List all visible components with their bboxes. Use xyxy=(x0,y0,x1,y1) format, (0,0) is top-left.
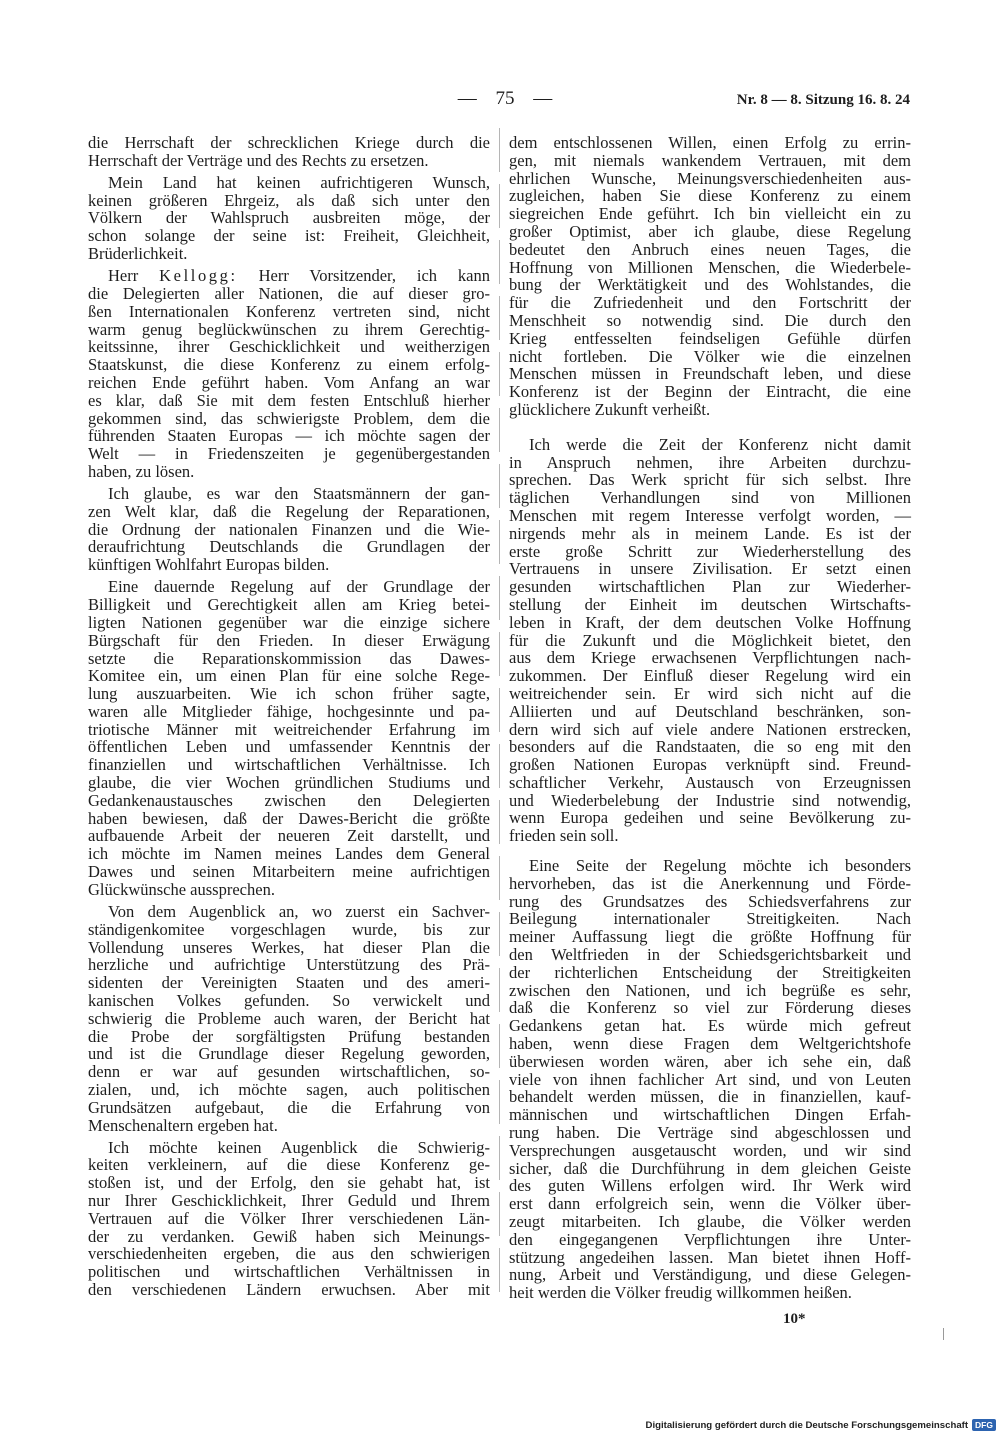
text-line: führenden Staaten Europas — ich möchte sagen der xyxy=(88,426,490,446)
text-line: Völkern der Wahlspruch ausbreiten möge, der xyxy=(88,208,490,228)
text-line: und Wiederbelebung der Industrie sind notwendig, xyxy=(509,790,911,810)
text-line: die Probe der sorgfältigsten Prüfung bestanden xyxy=(88,1026,490,1046)
text-line: Gedankenaustausches zwischen den Delegierten xyxy=(88,790,490,810)
text-line: glaube, die vier Wochen gründlichen Studiums und xyxy=(88,773,490,793)
text-line: meiner Auffassung liegt die größte Hoffnung für xyxy=(509,927,911,947)
text-line: ligten Nationen gegenüber war die einzige sichere xyxy=(88,612,490,632)
text-line: stützung angedeihen lassen. Man bietet ihnen Hoff- xyxy=(509,1247,911,1267)
paragraph xyxy=(509,857,911,1302)
text-line: aufbauende Arbeit der neueren Zeit darstellt, und xyxy=(88,826,490,846)
text-line: Staatskunst, die diese Konferenz zu einem erfolg- xyxy=(88,355,490,375)
text-line: zen Welt klar, daß die Regelung der Reparationen, xyxy=(88,501,490,521)
text-line: Bürgschaft für den Frieden. In dieser Erwägung xyxy=(88,630,490,650)
text-line: setzte die Reparationskommission das Dawes- xyxy=(88,648,490,668)
text-line: stellung der Einheit im deutschen Wirtschafts- xyxy=(509,594,911,614)
credit-text: Digitalisierung gefördert durch die Deutsche Forschungsgemeinschaft xyxy=(645,1419,969,1431)
text-line: bung der Werktätigkeit und des Wohlstandes, die xyxy=(509,275,911,295)
text-line: Glückwünsche aussprechen. xyxy=(88,879,275,899)
text-line: triotische Männer mit weitreichender Erfahrung im xyxy=(88,719,490,739)
right-column xyxy=(509,134,911,1302)
text-line: haben, zu lösen. xyxy=(88,461,195,481)
text-line: schwierig die Probleme auch waren, der Bericht hat xyxy=(88,1008,490,1028)
text-line: Krieg entfesselten feindseligen Gefühle dürfen xyxy=(509,328,911,348)
text-line: Vertrauens in unsere Zivilisation. Er setzt einen xyxy=(509,559,911,579)
text-line: zukommen. Der Einfluß dieser Regelung wird ein xyxy=(509,666,911,686)
text-line: Grundsätzen aufgebaut, die die Erfahrung von xyxy=(88,1097,490,1117)
text-line: sidenten der Vereinigten Staaten und des ameri- xyxy=(88,973,490,993)
text-line: Von dem Augenblick an, wo zuerst ein Sachver- xyxy=(108,901,490,921)
text-line: weitreichender sein. Er wird sich nicht auf die xyxy=(509,683,911,703)
text-line: Menschheit so notwendig sind. Die durch den xyxy=(509,310,911,330)
text-line: Alliierten und auf Deutschland beschränken, son- xyxy=(509,701,911,721)
text-line: den eingegangenen Verpflichtungen ihre Unter- xyxy=(509,1229,911,1249)
text-line: zialen, und, ich möchte sagen, auch politischen xyxy=(88,1079,490,1099)
credit-line xyxy=(646,1418,996,1432)
text-line: Dawes und seinen Mitarbeitern meine aufrichtigen xyxy=(88,862,490,882)
text-line: zugleichen, haben Sie diese Konferenz zu einem xyxy=(509,186,911,206)
text-line: nur Ihrer Geschicklichkeit, Ihrer Geduld und Ihrem xyxy=(88,1191,490,1210)
text-line: haben, wenn diese Fragen dem Weltgerichtshofe xyxy=(509,1034,911,1054)
text-line: nirgends mehr als in meinem Lande. Es ist der xyxy=(509,523,911,543)
text-line: Versprechungen ausgetauscht worden, und wir sind xyxy=(509,1140,911,1160)
text-line: Vertrauen auf die Völker Ihrer verschiedenen Län- xyxy=(88,1208,490,1228)
text-line: ßen Internationalen Konferenz vertreten sind, nicht xyxy=(88,301,490,321)
text-line: täglichen Verhandlungen sind von Millionen xyxy=(509,488,911,508)
paragraph xyxy=(88,903,490,1134)
text-line: Herrschaft der Verträge und des Rechts zu ersetzen. xyxy=(88,150,429,170)
text-line: lung auszuarbeiten. Wie ich schon früher sagte, xyxy=(88,684,490,704)
text-line: keinen größeren Ehrgeiz, als daß sich unter den xyxy=(88,190,490,210)
text-line: Mein Land hat keinen aufrichtigeren Wunsch, xyxy=(108,172,490,192)
text-line: Beilegung internationaler Streitigkeiten. Nach xyxy=(509,909,911,929)
text-line: dem entschlossenen Willen, einen Erfolg zu errin- xyxy=(509,133,911,152)
page-number: — 75 — xyxy=(457,88,553,109)
text-line: zwischen den Nationen, und ich begrüße es sehr, xyxy=(509,980,911,1000)
text-line: des guten Willens erfolgen wird. Ihr Werk wird xyxy=(509,1176,911,1196)
left-column xyxy=(88,134,490,1299)
text-line: viele von ihnen fachlicher Art sind, und von Leuten xyxy=(509,1069,911,1089)
paragraph xyxy=(509,134,911,419)
text-line: behandelt werden müssen, die in finanziellen, kauf- xyxy=(509,1087,911,1107)
text-line: ehrlichen Wunsche, Meinungsverschiedenheiten aus- xyxy=(509,168,911,188)
text-line: Ich möchte keinen Augenblick die Schwierig- xyxy=(108,1137,490,1157)
text-line: Komitee ein, um einen Plan für eine solche Rege- xyxy=(88,666,490,686)
text-line: Eine Seite der Regelung möchte ich besonders xyxy=(529,856,911,876)
text-line: Gedankens getan hat. Es würde mich gefreut xyxy=(509,1016,911,1036)
text-line: verschiedenheiten ergeben, die aus den schwierigen xyxy=(88,1244,490,1264)
text-line: Ich glaube, es war den Staatsmännern der gan- xyxy=(108,484,490,504)
text-line: wenn Europa gedeihen und seine Bevölkerung zu- xyxy=(509,808,911,828)
text-line: gesunden wirtschaftlichen Plan zur Wiederher- xyxy=(509,577,911,597)
text-line: Vollendung unseres Werkes, hat dieser Plan die xyxy=(88,937,490,957)
text-line: künftigen Wohlfahrt Europas bilden. xyxy=(88,555,330,575)
text-line: die Delegierten aller Nationen, die auf dieser gro- xyxy=(88,283,490,303)
text-line: in Anspruch nehmen, ihre Arbeiten durchzu- xyxy=(509,452,911,472)
text-line: gekommen sind, das schwierigste Problem, dem die xyxy=(88,408,490,428)
text-line: glücklichere Zukunft verheißt. xyxy=(509,399,711,419)
text-line: öffentlichen Leben und umfassender Kenntnis der xyxy=(88,737,490,757)
text-line: den Weltfrieden in der Schiedsgerichtsbarkeit und xyxy=(509,945,911,965)
text-line: stoßen ist, und der Erfolg, den sie gehabt hat, ist xyxy=(88,1173,490,1193)
text-line: kanischen Volkes gefunden. So verwickelt und xyxy=(88,990,490,1010)
text-line: der richterlichen Entscheidung der Streitigkeiten xyxy=(509,962,911,982)
session-header: Nr. 8 — 8. Sitzung 16. 8. 24 xyxy=(736,92,910,108)
text-fragment: Herr Vorsitzender, ich kann xyxy=(237,266,491,286)
text-line: waren alle Mitglieder fähige, hochgesinnte und pa- xyxy=(88,701,490,721)
text-line: der zu verdanken. Gewiß haben sich Meinungs- xyxy=(88,1226,490,1246)
text-line: schon solange der seine ist: Freiheit, Gleichheit, xyxy=(88,226,490,246)
text-line: den verschiedenen Ländern erwuchsen. Aber mit xyxy=(88,1279,490,1299)
text-line: Menschen mit regem Interesse verfolgt worden, — xyxy=(509,505,911,525)
paragraph xyxy=(88,1139,490,1299)
text-line: erst dann erfolgreich sein, wenn die Völker über- xyxy=(509,1194,911,1214)
text-line: frieden sein soll. xyxy=(509,826,619,846)
text-line: Welt — in Friedenszeiten je gegenübergestanden xyxy=(88,444,490,464)
text-line: sicher, daß die Durchführung in dem gleichen Geiste xyxy=(509,1158,911,1178)
text-line: keiten verkleinern, auf die diese Konferenz ge- xyxy=(88,1155,490,1175)
paragraph xyxy=(88,485,490,574)
text-line: rung des Grundsatzes des Schiedsverfahrens zur xyxy=(509,891,911,911)
paragraph xyxy=(88,267,490,481)
text-line: die Herrschaft der schrecklichen Kriege durch die xyxy=(88,133,490,152)
text-line: dern wird sich auf viele andere Nationen erstrecken, xyxy=(509,719,911,739)
text-line: bedeutet den Anbruch eines neuen Tages, die xyxy=(509,239,911,259)
text-line xyxy=(88,267,490,285)
paragraph xyxy=(509,436,911,845)
text-line: erste große Schritt zur Wiederherstellung des xyxy=(509,541,911,561)
text-line: nung, Arbeit und Verständigung, und diese Gelegen- xyxy=(509,1265,911,1285)
text-line: deraufrichtung Deutschlands die Grundlagen der xyxy=(88,537,490,557)
text-line: Menschen müssen in Freundschaft leben, und diese xyxy=(509,364,911,384)
text-line: Billigkeit und Gerechtigkeit allen am Krieg betei- xyxy=(88,595,490,615)
text-line: siegreichen Ende geführt. Ich bin vielleicht ein zu xyxy=(509,204,911,224)
text-line: hervorheben, das ist die Anerkennung und Förde- xyxy=(509,873,911,893)
dfg-logo: DFG xyxy=(972,1419,996,1431)
text-line: sprechen. Das Werk spricht für sich selbst. Ihre xyxy=(509,470,911,490)
text-line: ich möchte im Namen meines Landes dem General xyxy=(88,844,490,864)
text-line: finanziellen und wirtschaftlichen Verhältnisse. Ich xyxy=(88,755,490,775)
signature-mark: 10* xyxy=(783,1311,806,1327)
text-line: rung haben. Die Verträge sind abgeschlossen und xyxy=(509,1123,911,1143)
text-line: gen, mit niemals wankendem Vertrauen, mit dem xyxy=(509,150,911,170)
text-line: Hoffnung von Millionen Menschen, die Wiederbele- xyxy=(509,257,911,277)
text-line: heit werden die Völker freudig willkommen heißen. xyxy=(509,1283,852,1303)
text-line: herzliche und aufrichtige Unterstützung des Prä- xyxy=(88,955,490,975)
text-line: überwiesen worden wären, aber ich sehe ein, daß xyxy=(509,1051,911,1071)
text-line: männischen und wirtschaftlichen Dingen Erfah- xyxy=(509,1105,911,1125)
text-line: großer Optimist, aber ich glaube, diese Regelung xyxy=(509,221,911,241)
speaker-name: Kellogg: xyxy=(159,266,238,286)
text-line: Brüderlichkeit. xyxy=(88,244,188,264)
text-line: für die Zufriedenheit und den Fortschritt der xyxy=(509,293,911,313)
text-line: besonders auf die Randstaaten, die so eng mit den xyxy=(509,737,911,757)
text-line: leben in Kraft, der dem deutschen Volke Hoffnung xyxy=(509,612,911,632)
text-line: es klar, daß Sie mit dem festen Entschluß hierher xyxy=(88,390,490,410)
paragraph xyxy=(88,134,490,170)
text-line: für die Zukunft und die Möglichkeit bietet, den xyxy=(509,630,911,650)
text-line: die Ordnung der nationalen Finanzen und die Wie- xyxy=(88,519,490,539)
text-line: haben bewiesen, daß der Dawes-Bericht die größte xyxy=(88,808,490,828)
text-line: Konferenz ist der Beginn der Eintracht, die eine xyxy=(509,382,911,402)
paragraph xyxy=(88,578,490,898)
text-line: Menschenaltern ergeben hat. xyxy=(88,1115,278,1135)
text-line: ständigenkomitee vorgeschlagen wurde, bis zur xyxy=(88,919,490,939)
column-divider xyxy=(499,128,500,1296)
text-line: und ist die Grundlage dieser Regelung geworden, xyxy=(88,1044,490,1064)
text-line: politischen und wirtschaftlichen Verhältnissen in xyxy=(88,1262,490,1282)
text-line: keitssinne, ihrer Geschicklichkeit und weitherzigen xyxy=(88,337,490,357)
text-line: aus dem Kriege erwachsenen Verpflichtungen nach- xyxy=(509,648,911,668)
text-line: zeugt mitarbeiten. Ich glaube, die Völker werden xyxy=(509,1212,911,1232)
paragraph xyxy=(88,174,490,263)
text-line: schaftlicher Verkehr, Austausch von Erzeugnissen xyxy=(509,772,911,792)
text-line: daß die Konferenz so viel zur Förderung dieses xyxy=(509,998,911,1018)
text-line: warm genug beglückwünschen zu ihrem Gerechtig- xyxy=(88,319,490,339)
text-line: Ich werde die Zeit der Konferenz nicht damit xyxy=(529,434,911,454)
text-fragment: Herr xyxy=(108,266,160,286)
text-line: nicht fortleben. Die Völker wie die einzelnen xyxy=(509,346,911,366)
text-line: denn er war auf gesunden wirtschaftlichen, so- xyxy=(88,1062,490,1082)
text-line: Eine dauernde Regelung auf der Grundlage der xyxy=(108,577,490,597)
text-line: großen Nationen Europas verknüpft sind. Freund- xyxy=(509,755,911,775)
text-line: reichen Ende geführt haben. Vom Anfang an war xyxy=(88,372,490,392)
scan-mark xyxy=(943,1328,944,1340)
